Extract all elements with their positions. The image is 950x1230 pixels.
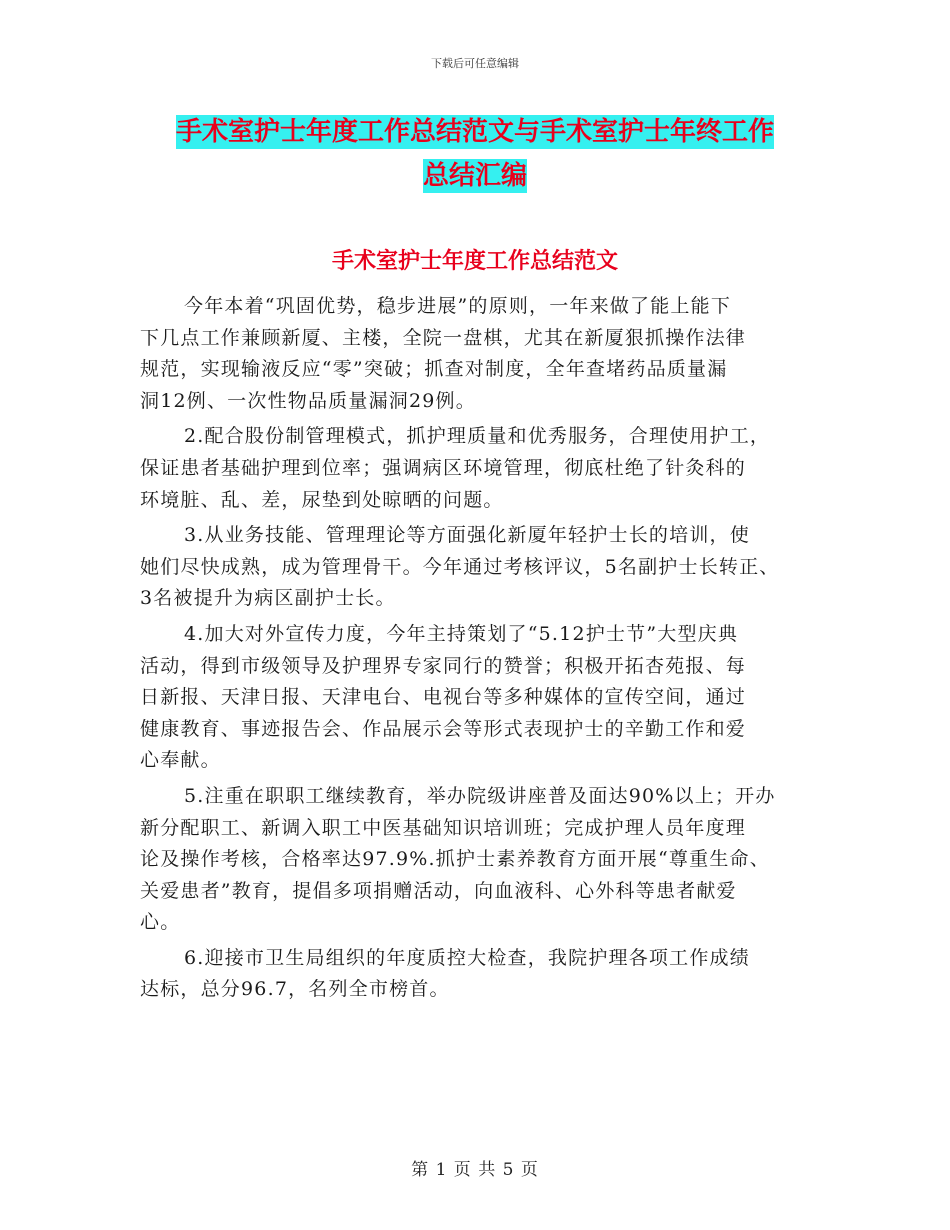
page-footer: 第 1 页 共 5 页 — [411, 1160, 539, 1180]
paragraph — [140, 520, 812, 615]
section-title: 手术室护士年度工作总结范文 — [331, 249, 618, 274]
document-title — [0, 110, 950, 198]
paragraph-line: 健康教育、事迹报告会、作品展示会等形式表现护士的辛勤工作和爱 — [140, 717, 747, 740]
body-text — [140, 291, 812, 1010]
paragraph — [140, 619, 812, 777]
paragraph-line: 心。 — [140, 911, 181, 934]
paragraph-line: 2.配合股份制管理模式，抓护理质量和优秀服务，合理使用护工， — [184, 425, 771, 448]
paragraph-line: 新分配职工、新调入职工中医基础知识培训班；完成护理人员年度理 — [140, 816, 747, 839]
paragraph — [140, 291, 812, 417]
paragraph-line: 活动，得到市级领导及护理界专家同行的赞誉；积极开拓杏苑报、每 — [140, 654, 747, 677]
paragraph — [140, 781, 812, 939]
paragraph — [140, 421, 812, 516]
paragraph-line: 下几点工作兼顾新厦、主楼，全院一盘棋，尤其在新厦狠抓操作法律 — [140, 326, 747, 349]
paragraph-line: 论及操作考核，合格率达97.9%.抓护士素养教育方面开展“尊重生命、 — [140, 848, 770, 871]
paragraph-line: 她们尽快成熟，成为管理骨干。今年通过考核评议，5名副护士长转正、 — [140, 555, 780, 578]
paragraph-line: 3.从业务技能、管理理论等方面强化新厦年轻护士长的培训，使 — [184, 524, 750, 547]
paragraph-line: 日新报、天津日报、天津电台、电视台等多种媒体的宣传空间，通过 — [140, 686, 747, 709]
paragraph-line: 心奉献。 — [140, 749, 221, 772]
paragraph-line: 环境脏、乱、差，尿垫到处晾晒的问题。 — [140, 488, 504, 511]
paragraph-line: 4.加大对外宣传力度，今年主持策划了“5.12护士节”大型庆典 — [184, 622, 739, 645]
paragraph-line: 关爱患者”教育，提倡多项捐赠活动，向血液科、心外科等患者献爱 — [140, 879, 737, 902]
paragraph-line: 保证患者基础护理到位率；强调病区环境管理，彻底杜绝了针灸科的 — [140, 456, 747, 479]
paragraph-line: 6.迎接市卫生局组织的年度质控大检查，我院护理各项工作成绩 — [184, 946, 750, 969]
header-note: 下载后可任意编辑 — [431, 57, 519, 70]
paragraph-line: 3名被提升为病区副护士长。 — [140, 587, 396, 610]
paragraph-line: 洞12例、一次性物品质量漏洞29例。 — [140, 389, 476, 412]
document-title-line-2: 总结汇编 — [422, 161, 527, 191]
paragraph-line: 5.注重在职职工继续教育，举办院级讲座普及面达90%以上；开办 — [184, 784, 776, 807]
document-title-line-1: 手术室护士年度工作总结范文与手术室护士年终工作 — [175, 117, 774, 147]
paragraph-line: 规范，实现输液反应“零”突破；抓查对制度，全年查堵药品质量漏 — [140, 358, 728, 381]
paragraph — [140, 943, 812, 1006]
paragraph-line: 今年本着“巩固优势，稳步进展”的原则，一年来做了能上能下 — [184, 295, 732, 317]
paragraph-line: 达标，总分96.7，名列全市榜首。 — [140, 978, 450, 1001]
